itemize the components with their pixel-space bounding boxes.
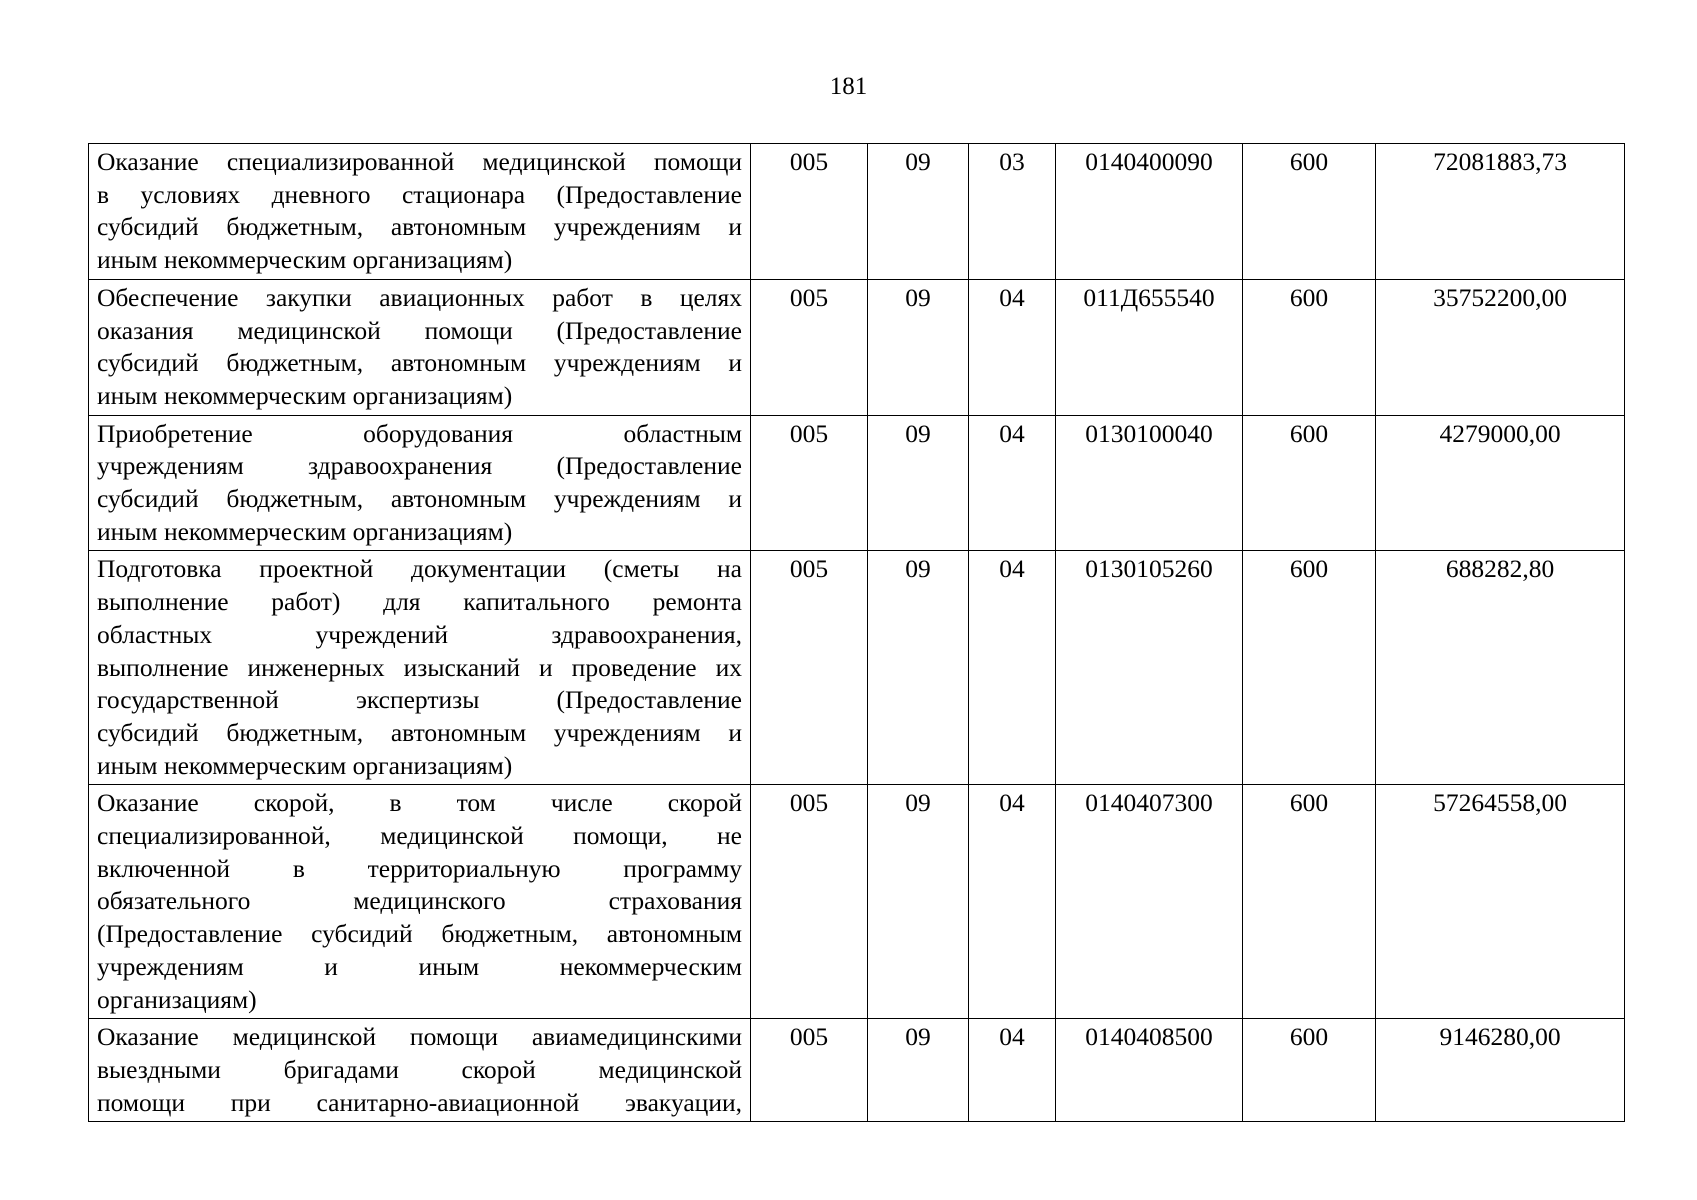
cell-subsection: 03 [969, 144, 1056, 280]
description-line: субсидий бюджетным, автономным учреждениям и [97, 484, 742, 514]
description-line: организациям) [97, 984, 257, 1014]
cell-target-article: 0130105260 [1056, 551, 1243, 785]
cell-amount: 57264558,00 [1376, 785, 1625, 1019]
description-line: помощи при санитарно-авиационной эвакуации, [97, 1087, 742, 1117]
row-description [89, 144, 751, 280]
cell-ved: 005 [751, 144, 868, 280]
cell-subsection: 04 [969, 279, 1056, 415]
cell-ved: 005 [751, 1019, 868, 1122]
table-row [89, 785, 1625, 1019]
cell-section: 09 [868, 279, 969, 415]
cell-subsection: 04 [969, 785, 1056, 1019]
cell-subsection: 04 [969, 1019, 1056, 1122]
description-line: выполнение работ) для капитального ремонта [97, 587, 742, 617]
description-line: Приобретение оборудования областным [97, 418, 742, 448]
budget-table [88, 143, 1625, 1122]
cell-target-article: 0140400090 [1056, 144, 1243, 280]
table-body [89, 144, 1625, 1122]
cell-target-article: 0140408500 [1056, 1019, 1243, 1122]
description-line: иным некоммерческим организациям) [97, 750, 513, 780]
description-line: иным некоммерческим организациям) [97, 380, 513, 410]
description-line: учреждениям и иным некоммерческим [97, 951, 742, 981]
row-description [89, 551, 751, 785]
description-line: оказания медицинской помощи (Предоставление [97, 315, 742, 345]
page-number: 181 [829, 73, 868, 100]
cell-expense-type: 600 [1243, 279, 1376, 415]
cell-expense-type: 600 [1243, 1019, 1376, 1122]
description-line: специализированной, медицинской помощи, не [97, 821, 742, 851]
description-line: Обеспечение закупки авиационных работ в целях [97, 282, 742, 312]
row-description [89, 785, 751, 1019]
table-row [89, 279, 1625, 415]
description-line: областных учреждений здравоохранения, [97, 619, 742, 649]
cell-subsection: 04 [969, 415, 1056, 551]
description-line: (Предоставление субсидий бюджетным, автономным [97, 919, 742, 949]
cell-amount: 688282,80 [1376, 551, 1625, 785]
cell-expense-type: 600 [1243, 551, 1376, 785]
cell-target-article: 0130100040 [1056, 415, 1243, 551]
cell-amount: 72081883,73 [1376, 144, 1625, 280]
cell-amount: 35752200,00 [1376, 279, 1625, 415]
description-line: субсидий бюджетным, автономным учреждениям и [97, 348, 742, 378]
cell-ved: 005 [751, 785, 868, 1019]
description-line: включенной в территориальную программу [97, 853, 742, 883]
row-description [89, 1019, 751, 1122]
cell-target-article: 011Д655540 [1056, 279, 1243, 415]
cell-ved: 005 [751, 279, 868, 415]
table-row [89, 1019, 1625, 1122]
description-line: обязательного медицинского страхования [97, 886, 742, 916]
description-line: субсидий бюджетным, автономным учреждениям и [97, 717, 742, 747]
description-line: Оказание специализированной медицинской помощи [97, 147, 742, 176]
description-line: государственной экспертизы (Предоставление [97, 685, 742, 715]
description-line: Оказание медицинской помощи авиамедицинскими [97, 1022, 742, 1052]
description-line: учреждениям здравоохранения (Предоставление [97, 451, 742, 481]
table-row [89, 551, 1625, 785]
cell-section: 09 [868, 144, 969, 280]
row-description [89, 279, 751, 415]
cell-amount: 9146280,00 [1376, 1019, 1625, 1122]
table-row [89, 144, 1625, 280]
description-line: в условиях дневного стационара (Предоставление [97, 179, 742, 209]
cell-section: 09 [868, 415, 969, 551]
cell-target-article: 0140407300 [1056, 785, 1243, 1019]
cell-amount: 4279000,00 [1376, 415, 1625, 551]
cell-expense-type: 600 [1243, 415, 1376, 551]
row-description [89, 415, 751, 551]
description-line: Подготовка проектной документации (сметы на [97, 554, 742, 584]
cell-subsection: 04 [969, 551, 1056, 785]
description-line: субсидий бюджетным, автономным учреждениям и [97, 212, 742, 242]
description-line: выездными бригадами скорой медицинской [97, 1054, 742, 1084]
cell-expense-type: 600 [1243, 785, 1376, 1019]
description-line: иным некоммерческим организациям) [97, 245, 513, 275]
cell-section: 09 [868, 1019, 969, 1122]
cell-expense-type: 600 [1243, 144, 1376, 280]
description-line: иным некоммерческим организациям) [97, 516, 513, 546]
cell-ved: 005 [751, 415, 868, 551]
cell-section: 09 [868, 551, 969, 785]
cell-ved: 005 [751, 551, 868, 785]
description-line: выполнение инженерных изысканий и проведение их [97, 652, 742, 682]
cell-section: 09 [868, 785, 969, 1019]
description-line: Оказание скорой, в том числе скорой [97, 788, 742, 818]
table-row [89, 415, 1625, 551]
